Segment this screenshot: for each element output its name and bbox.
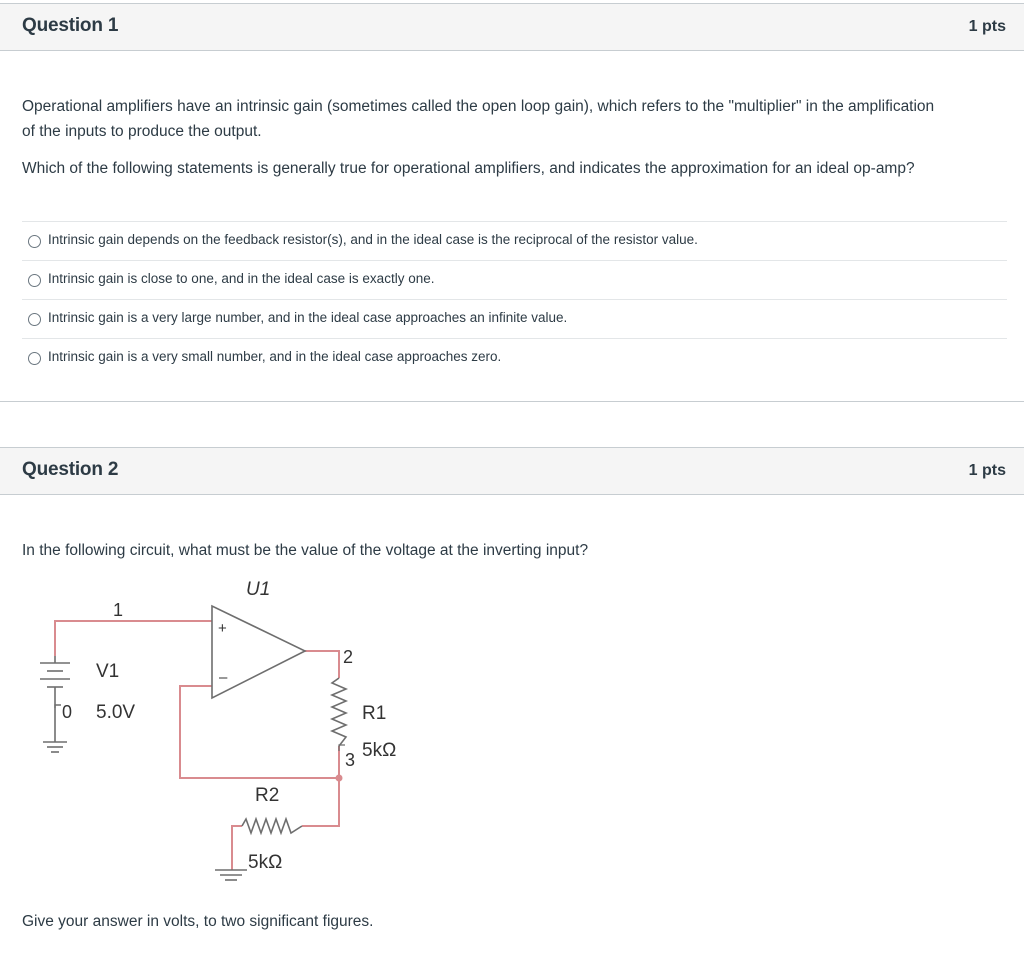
- question-1-bottom-divider: [0, 401, 1024, 402]
- question-2-header: [0, 447, 1024, 495]
- question-2-title: Question 2: [22, 459, 119, 480]
- ground-v1-icon: [43, 742, 67, 752]
- circuit-wires: [55, 621, 339, 870]
- source-name-label: V1: [96, 661, 120, 682]
- answer-option-3-label: Intrinsic gain is a very large number, and in the ideal case approaches an infinite value.: [48, 310, 568, 325]
- question-1-text: [22, 94, 1007, 181]
- answer-option-4-label: Intrinsic gain is a very small number, and in the ideal case approaches zero.: [48, 349, 502, 364]
- node-0-marker: [55, 705, 61, 708]
- wire-node-1: [55, 621, 212, 656]
- answer-option-2[interactable]: [22, 261, 1007, 300]
- r1-value-label: 5kΩ: [362, 740, 397, 761]
- wire-r2-left: [232, 826, 242, 870]
- answer-option-1-label: Intrinsic gain depends on the feedback resistor(s), and in the ideal case is the reciprocal of the resistor value.: [48, 232, 698, 247]
- node-1-label: 1: [113, 600, 124, 620]
- wire-r2-right: [302, 778, 339, 826]
- ground-r2-icon: [215, 870, 247, 880]
- radio-button-icon[interactable]: [28, 274, 41, 287]
- opamp-plus-sign: +: [218, 620, 227, 637]
- question-1-paragraph-2: Which of the following statements is generally true for operational amplifiers, and indicates the approximation for an ideal op-amp?: [22, 160, 915, 177]
- resistor-r2: [242, 819, 302, 833]
- question-1-paragraph-1-line-2: of the inputs to produce the output.: [22, 123, 262, 140]
- question-1-paragraph-1: [22, 94, 1007, 144]
- node-0-label: 0: [62, 702, 73, 722]
- answer-option-4[interactable]: [22, 339, 1007, 378]
- answer-option-1[interactable]: [22, 222, 1007, 261]
- question-2-points: 1 pts: [968, 462, 1006, 479]
- r2-name-label: R2: [255, 785, 280, 806]
- node-3-label: 3: [345, 750, 356, 770]
- wire-node-2: [305, 651, 339, 678]
- question-2-instruction: Give your answer in volts, to two significant figures.: [22, 913, 374, 930]
- question-1-header: [0, 3, 1024, 51]
- answer-option-3[interactable]: [22, 300, 1007, 339]
- opamp-minus-sign: –: [219, 669, 228, 686]
- question-1-title: Question 1: [22, 15, 119, 36]
- circuit-diagram: [20, 570, 420, 890]
- radio-button-icon[interactable]: [28, 313, 41, 326]
- radio-button-icon[interactable]: [28, 235, 41, 248]
- resistor-r1: [332, 678, 346, 746]
- node-2-label: 2: [343, 647, 354, 667]
- wire-node-3: [180, 686, 339, 778]
- r1-name-label: R1: [362, 703, 387, 724]
- source-v1: [40, 656, 73, 742]
- source-value-label: 5.0V: [96, 702, 136, 723]
- opamp-label: U1: [246, 579, 271, 600]
- question-2-prompt: In the following circuit, what must be the value of the voltage at the inverting input?: [22, 542, 589, 559]
- question-1-points: 1 pts: [968, 18, 1006, 35]
- question-1-paragraph-1-line-1: Operational amplifiers have an intrinsic gain (sometimes called the open loop gain), which refers to the "multiplier" in the amplification: [22, 98, 935, 115]
- radio-button-icon[interactable]: [28, 352, 41, 365]
- junction-dot: [336, 775, 343, 782]
- question-1-answers: [22, 221, 1007, 378]
- r2-value-label: 5kΩ: [248, 852, 283, 873]
- answer-option-2-label: Intrinsic gain is close to one, and in the ideal case is exactly one.: [48, 271, 435, 286]
